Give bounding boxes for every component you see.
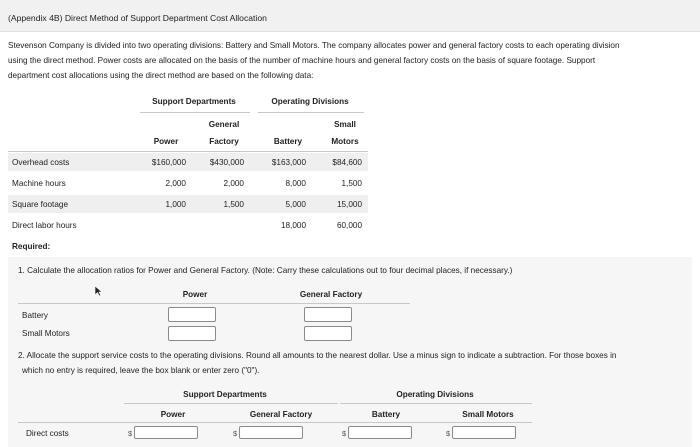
direct-costs-small-motors-input[interactable] bbox=[452, 426, 516, 439]
group-header-support: Support Departments bbox=[152, 97, 236, 106]
cell-power: 1,000 bbox=[165, 200, 186, 209]
direct-costs-power-input[interactable] bbox=[134, 426, 198, 439]
cell-battery: $163,000 bbox=[271, 158, 306, 167]
small-motors-power-ratio-input[interactable] bbox=[168, 326, 216, 341]
q2-col-battery: Battery bbox=[371, 410, 401, 419]
currency-symbol: $ bbox=[446, 429, 451, 438]
currency-symbol: $ bbox=[128, 429, 133, 438]
currency-symbol: $ bbox=[233, 429, 238, 438]
cell-general: $430,000 bbox=[209, 158, 244, 167]
cell-small: 60,000 bbox=[336, 221, 362, 230]
q2-row-direct-costs: Direct costs bbox=[26, 429, 69, 438]
divider bbox=[18, 303, 410, 304]
cell-battery: 5,000 bbox=[285, 200, 306, 209]
row-label: Machine hours bbox=[12, 179, 66, 188]
divider bbox=[124, 403, 338, 404]
small-motors-general-ratio-input[interactable] bbox=[304, 326, 352, 341]
q1-row-small-motors: Small Motors bbox=[22, 329, 70, 338]
group-header-operating: Operating Divisions bbox=[271, 97, 349, 106]
q2-group-support: Support Departments bbox=[183, 390, 267, 399]
direct-costs-general-input[interactable] bbox=[239, 426, 303, 439]
divider bbox=[258, 112, 364, 113]
q2-col-power: Power bbox=[160, 410, 186, 419]
row-label: Direct labor hours bbox=[12, 221, 77, 230]
col-header-small-top: Small bbox=[334, 120, 356, 129]
cell-battery: 8,000 bbox=[285, 179, 306, 188]
intro-line-3: department cost allocations using the direct method are based on the following data: bbox=[8, 71, 314, 80]
row-label: Square footage bbox=[12, 200, 68, 209]
page-title: (Appendix 4B) Direct Method of Support Department Cost Allocation bbox=[8, 13, 267, 23]
cell-general: 1,500 bbox=[223, 200, 244, 209]
col-header-general-top: General bbox=[208, 120, 240, 129]
question-2-text-line-1: 2. Allocate the support service costs to the operating divisions. Round all amounts to the nearest dollar. Use a minus sign to indicate a subtraction. For those boxes in bbox=[18, 351, 617, 360]
q2-group-operating: Operating Divisions bbox=[396, 390, 474, 399]
battery-general-ratio-input[interactable] bbox=[304, 307, 352, 322]
cell-power: $160,000 bbox=[151, 158, 186, 167]
required-label: Required: bbox=[12, 242, 51, 251]
divider bbox=[140, 112, 250, 113]
q1-col-general: General Factory bbox=[299, 290, 363, 299]
cell-battery: 18,000 bbox=[280, 221, 306, 230]
cell-small: $84,600 bbox=[332, 158, 362, 167]
cell-general: 2,000 bbox=[223, 179, 244, 188]
col-header-general-bottom: Factory bbox=[209, 137, 239, 146]
divider bbox=[340, 403, 532, 404]
col-header-small-bottom: Motors bbox=[331, 137, 359, 146]
divider bbox=[18, 422, 532, 423]
battery-power-ratio-input[interactable] bbox=[168, 307, 216, 322]
question-2-text-line-2: which no entry is required, leave the box blank or enter zero ("0"). bbox=[22, 366, 260, 375]
row-label: Overhead costs bbox=[12, 158, 70, 167]
q1-row-battery: Battery bbox=[22, 311, 48, 320]
q2-col-small-motors: Small Motors bbox=[462, 410, 514, 419]
intro-line-1: Stevenson Company is divided into two operating divisions: Battery and Small Motors. The company allocates power and general factory costs to each operating division bbox=[8, 41, 620, 50]
currency-symbol: $ bbox=[342, 429, 347, 438]
cell-power: 2,000 bbox=[165, 179, 186, 188]
col-header-battery: Battery bbox=[273, 137, 303, 146]
cell-small: 1,500 bbox=[341, 179, 362, 188]
q1-col-power: Power bbox=[182, 290, 208, 299]
col-header-power: Power bbox=[153, 137, 179, 146]
question-1-text: 1. Calculate the allocation ratios for Power and General Factory. (Note: Carry these calculations out to four decimal places, if necessary.) bbox=[18, 266, 513, 275]
intro-line-2: using the direct method. Power costs are allocated on the basis of the number of machine hours and general factory costs on the basis of square footage. Support bbox=[8, 56, 596, 65]
divider bbox=[8, 151, 368, 152]
q2-col-general: General Factory bbox=[249, 410, 313, 419]
cell-small: 15,000 bbox=[336, 200, 362, 209]
direct-costs-battery-input[interactable] bbox=[348, 426, 412, 439]
mouse-cursor-icon bbox=[94, 285, 103, 297]
